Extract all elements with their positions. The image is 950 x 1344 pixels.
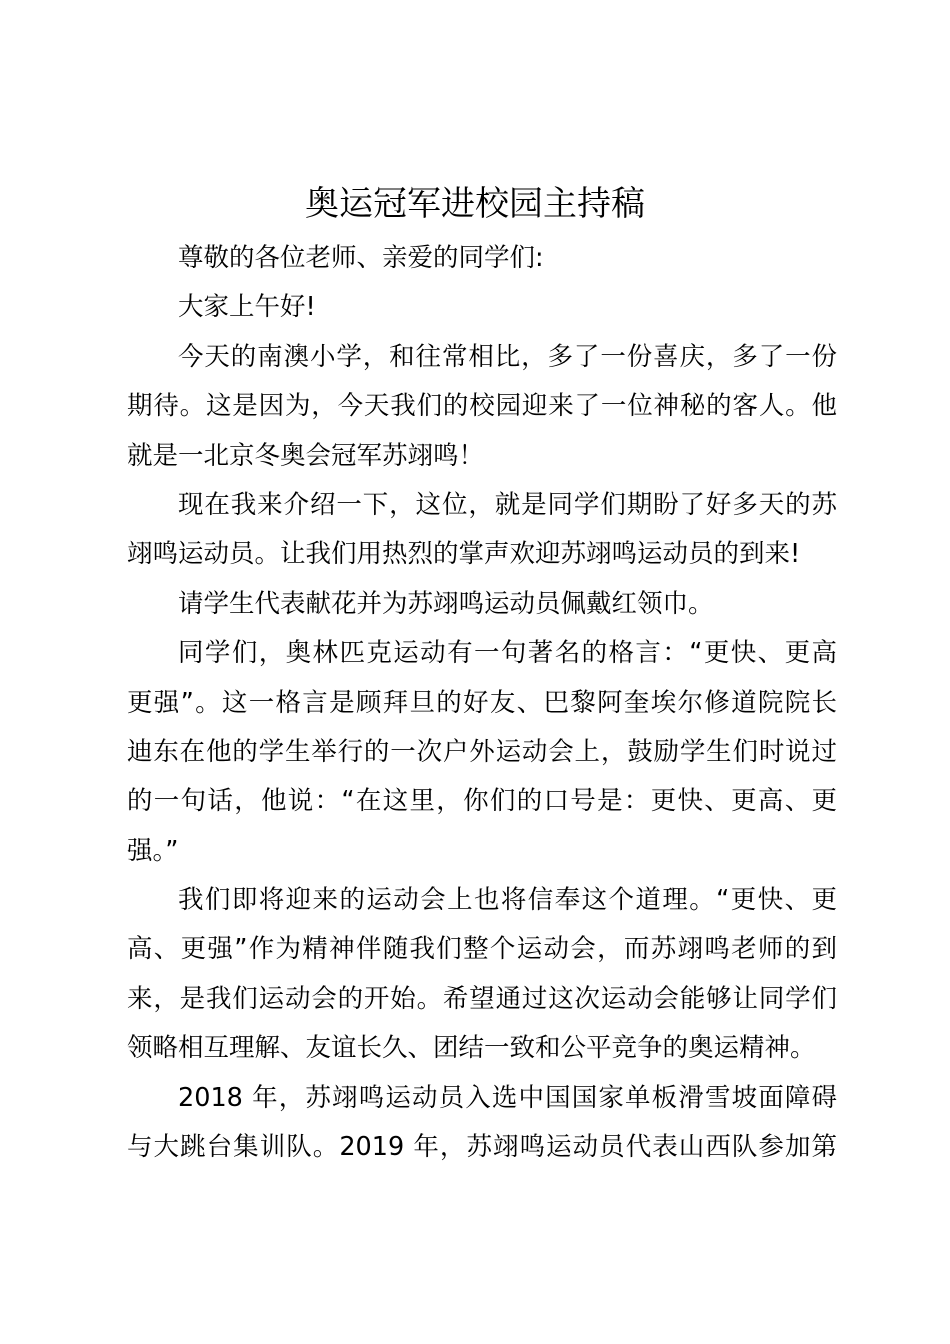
document-title: 奥运冠军进校园主持稿 xyxy=(305,184,645,224)
paragraph-greeting xyxy=(127,234,837,283)
text-line: 我们即将迎来的运动会上也将信奉这个道理。“更快、更 xyxy=(178,885,837,916)
text-line: 来，是我们运动会的开始。希望通过这次运动会能够让同学们 xyxy=(127,983,837,1014)
text-line: 迪东在他的学生举行的一次户外运动会上，鼓励学生们时说过 xyxy=(127,736,837,767)
text-line: 就是一北京冬奥会冠军苏翊鸣！ xyxy=(127,440,485,471)
text-line: 高、更强”作为精神伴随我们整个运动会，而苏翊鸣老师的到 xyxy=(127,934,837,965)
text-line: 领略相互理解、友谊长久、团结一致和公平竞争的奥运精神。 xyxy=(127,1033,816,1064)
document-body xyxy=(127,234,837,1172)
text-line: 的一句话，他说：“在这里，你们的口号是：更快、更高、更 xyxy=(127,786,837,817)
text-line: 现在我来介绍一下，这位，就是同学们期盼了好多天的苏 xyxy=(178,489,837,520)
paragraph-hello xyxy=(127,283,837,332)
paragraph-flowers xyxy=(127,580,837,629)
text-line: 请学生代表献花并为苏翊鸣运动员佩戴红领巾。 xyxy=(178,588,714,619)
text-line: 今天的南澳小学，和往常相比，多了一份喜庆，多了一份 xyxy=(178,341,837,372)
paragraph-introduce-athlete xyxy=(127,481,837,580)
text-line: 尊敬的各位老师、亲爱的同学们: xyxy=(178,243,544,273)
text-line: 2018 年，苏翊鸣运动员入选中国国家单板滑雪坡面障碍 xyxy=(178,1082,837,1113)
text-line: 更强”。这一格言是顾拜旦的好友、巴黎阿奎埃尔修道院院长 xyxy=(127,687,837,718)
text-line: 同学们，奥林匹克运动有一句著名的格言：“更快、更高 xyxy=(178,638,837,669)
paragraph-sports-meet xyxy=(127,876,837,1074)
paragraph-biography xyxy=(127,1074,837,1173)
text-line: 期待。这是因为，今天我们的校园迎来了一位神秘的客人。他 xyxy=(127,391,837,422)
text-line: 强。” xyxy=(127,835,179,866)
text-line: 大家上午好! xyxy=(178,292,316,323)
text-line: 与大跳台集训队。2019 年，苏翊鸣运动员代表山西队参加第 xyxy=(127,1132,837,1163)
paragraph-intro xyxy=(127,333,837,481)
paragraph-motto xyxy=(127,629,837,876)
text-line: 翊鸣运动员。让我们用热烈的掌声欢迎苏翊鸣运动员的到来! xyxy=(127,539,801,570)
